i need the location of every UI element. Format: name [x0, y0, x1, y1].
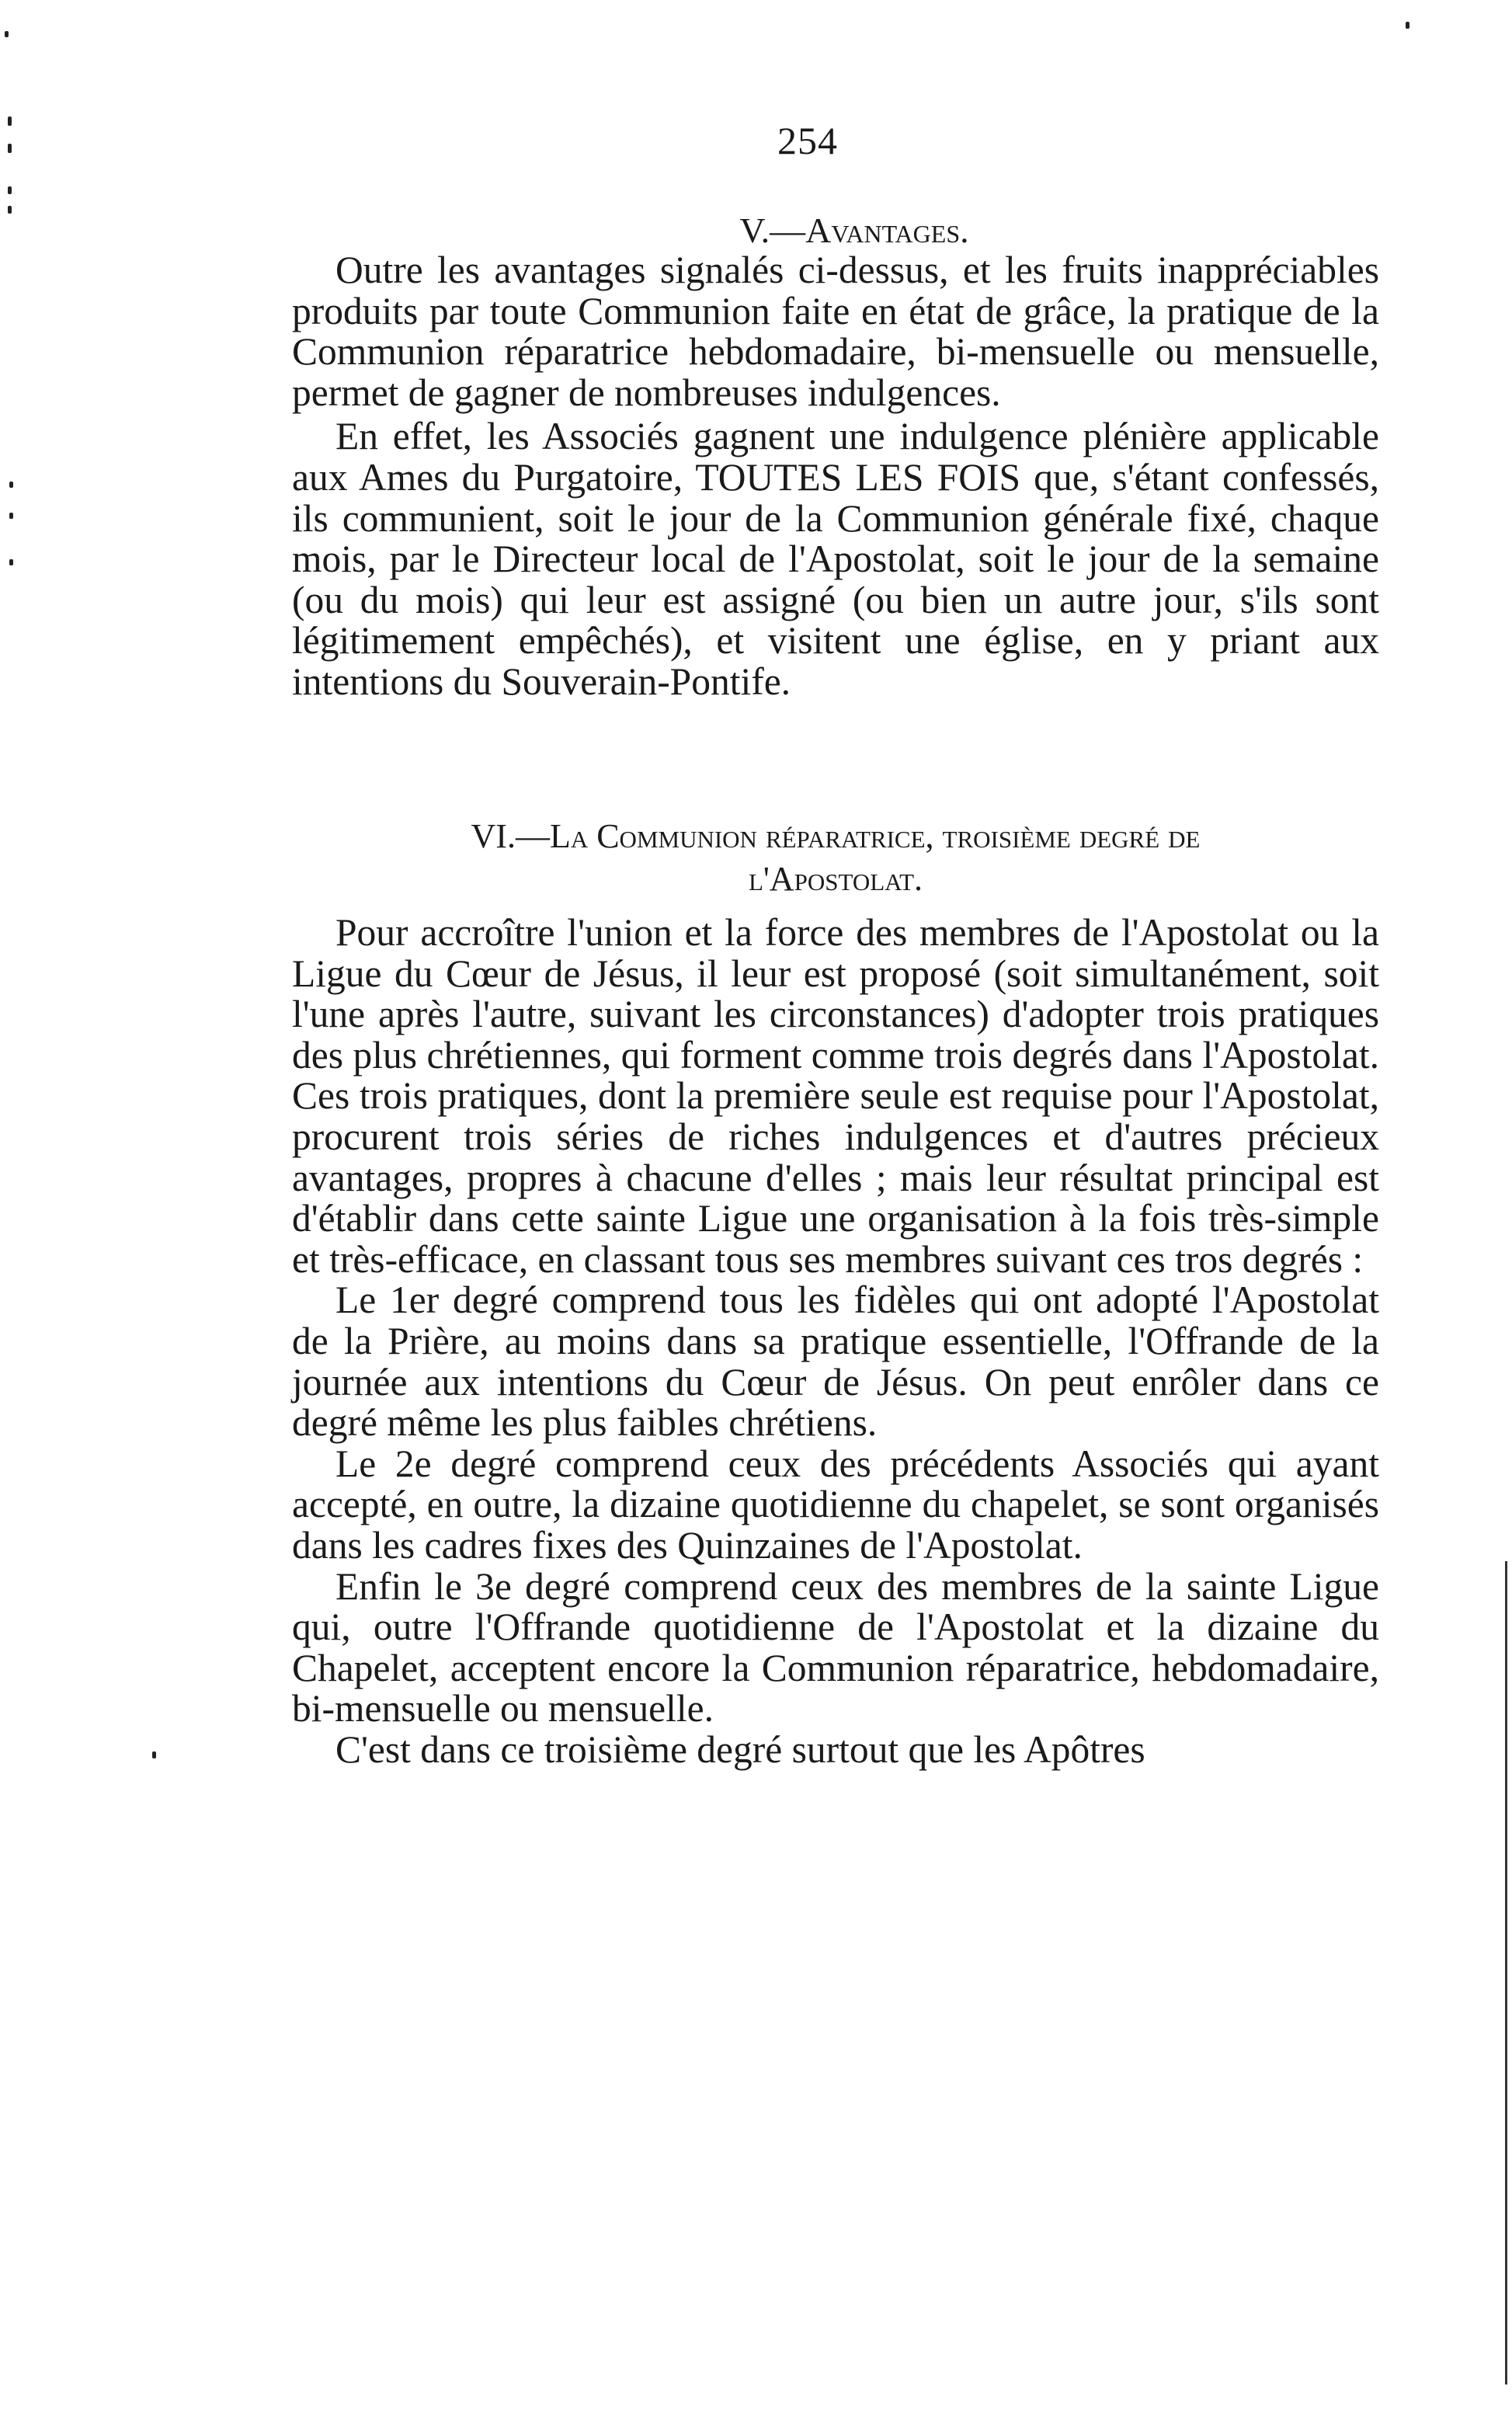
section-heading: l'Apostolat.: [748, 860, 923, 898]
margin-mark: [9, 513, 13, 519]
margin-mark: [8, 186, 12, 194]
margin-mark: [5, 31, 9, 37]
section-heading: V.—Avantages.: [739, 210, 969, 250]
paragraph: Le 2e degré comprend ceux des précédents Associés qui ayant accepté, en outre, la dizaine quotidienne du chapelet, se sont organisés dans les cadres fixes des Quinzaines de l'Apostolat.: [292, 1442, 1379, 1567]
paragraph: Le 1er degré comprend tous les fidèles qui ont adopté l'Apostolat de la Prière, au moins dans sa pratique essentielle, l'Offrande de la journée aux intentions du Cœur de Jésus. On peut enrôler dans ce degré même les plus faibles chrétiens.: [292, 1278, 1379, 1445]
paragraph: Enfin le 3e degré comprend ceux des membres de la sainte Ligue qui, outre l'Offrande quotidienne de l'Apostolat et la dizaine du Chapelet, acceptent encore la Communion réparatrice, hebdomadaire, bi-mensuelle ou mensuelle.: [292, 1564, 1379, 1731]
section-vi-body: [292, 913, 1379, 1770]
margin-mark: [9, 482, 13, 488]
margin-mark: [8, 206, 12, 214]
paragraph: Pour accroître l'union et la force des membres de l'Apostolat ou la Ligue du Cœur de Jésus, il leur est proposé (soit simultanément, soit l'une après l'autre, suivant les circonstances) d'adopter trois pratiques des plus chrétiennes, qui forment comme trois degrés dans l'Apostolat. Ces trois pratiques, dont la première seule est requise pour l'Apostolat, procurent trois séries de riches indulgences et d'autres précieux avantages, propres à chacune d'elles ; mais leur résultat principal est d'établir dans cette sainte Ligue une organisation à la fois très-simple et très-efficace, en classant tous ses membres suivant ces tros degrés :: [292, 911, 1379, 1281]
paragraph: Outre les avantages signalés ci-dessus, et les fruits inappréciables produits par toute Communion faite en état de grâce, la pratique de la Communion réparatrice hebdomadaire, bi-mensuelle ou mensuelle, permet de gagner de nombreuses indulgences.: [292, 249, 1379, 414]
paragraph: C'est dans ce troisième degré surtout que les Apôtres: [335, 1727, 1145, 1771]
page-number: 254: [777, 119, 838, 162]
section-v-body: [292, 250, 1379, 703]
section-heading: VI.—La Communion réparatrice, troisième degré de: [471, 817, 1201, 855]
paragraph: En effet, les Associés gagnent une indulgence plénière applicable aux Ames du Purgatoire, TOUTES LES FOIS que, s'étant confessés, ils communient, soit le jour de la Communion générale fixé, chaque mois, par le Directeur local de l'Apostolat, soit le jour de la semaine (ou du mois) qui leur est assigné (ou bien un autre jour, s'ils sont légitimement empêchés), et visitent une église, en y priant aux intentions du Souverain-Pontife.: [292, 415, 1379, 703]
right-edge-line: [1505, 1561, 1507, 2384]
margin-mark: [1406, 22, 1409, 29]
margin-mark: [9, 559, 13, 565]
margin-mark: [152, 1751, 156, 1758]
